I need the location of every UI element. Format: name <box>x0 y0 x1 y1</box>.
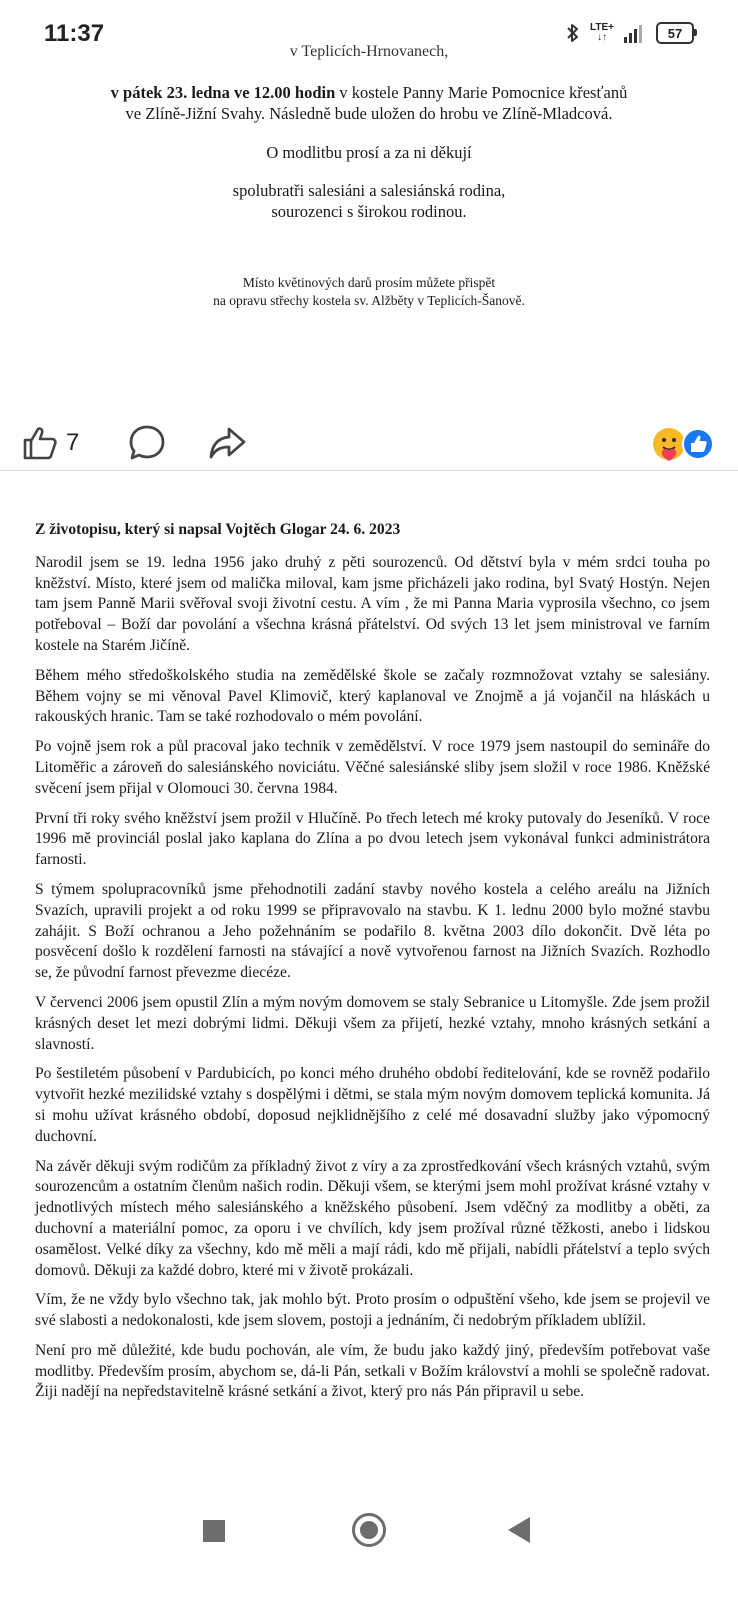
post-divider <box>0 470 738 471</box>
like-reaction-icon <box>682 428 714 460</box>
flowers-line-1: Místo květinových darů prosím můžete přispět <box>242 275 496 290</box>
funeral-line-2: ve Zlíně-Jižní Svahy. Následně bude uložen do hrobu ve Zlíně-Mladcová. <box>125 104 613 123</box>
recent-apps-button[interactable] <box>203 1520 225 1542</box>
back-button[interactable] <box>508 1517 530 1543</box>
cut-off-line: v Teplicích-Hrnovanech, <box>289 43 449 60</box>
biography-paragraph: Po šestiletém působení v Pardubicích, po konci mého druhého období ředitelování, kde se rovněž podařilo vytvořit hezké mezilidské vztahy s dospělými i dětmi, se stala mým novým domovem teplická komunita. Já si mohu užívat krásného období, doposud nejklidnějšího z celé mé dosavadní služby jako výpomocný duchovní. <box>35 1065 710 1145</box>
comment-button[interactable] <box>127 423 167 463</box>
biography-paragraph: První tři roky svého kněžství jsem prožil v Hlučíně. Po třech letech mé kroky putovaly do Jeseníků. V roce 1996 mě provinciál poslal jako kaplana do Zlína a po dvou letech jsem vykonával funkci administrátora farnosti. <box>35 809 710 869</box>
network-indicator <box>590 23 614 43</box>
funeral-info <box>0 82 738 103</box>
network-type: LTE+ <box>590 22 614 33</box>
status-time: 11:37 <box>44 20 105 47</box>
reactions-summary[interactable] <box>652 427 714 461</box>
post-top-document <box>0 43 738 394</box>
home-button[interactable] <box>352 1513 386 1547</box>
biography-paragraph: Po vojně jsem rok a půl pracoval jako technik v zemědělství. V roce 1979 jsem nastoupil do semináře do Litoměřic a zároveň do salesiánského noviciátu. Věčné salesiánské sliby jsem složil v roce 1986. Kněžské svěcení jsem přijal v Olomouci 30. června 1984. <box>35 738 710 797</box>
biography-paragraph: Vím, že ne vždy bylo všechno tak, jak mohlo být. Proto prosím o odpuštění všeho, kde jsem se projevil ve své slabosti a nedokonalosti, kde jsem slovem, postoji a jednáním, či nedobrým příkladem ublížil. <box>35 1291 710 1330</box>
biography-paragraph: Během mého středoškolského studia na zemědělské škole se začaly rozmnožovat vztahy se salesiány. Během vojny se mi věnoval Pavel Klimovič, který kaplanoval ve Znojmě a já vojančil na hláskách u rakouských hranic. Tam se také rozhodovalo o mém povolání. <box>35 666 710 726</box>
battery-icon: 57 <box>656 22 694 44</box>
biography-title: Z životopisu, který si napsal Vojtěch Glogar 24. 6. 2023 <box>35 521 401 538</box>
funeral-place: v kostele Panny Marie Pomocnice křesťanů <box>335 83 628 102</box>
biography-paragraph: Na závěr děkuji svým rodičům za příkladný život z víry a za zprostředkování všech krásných vztahů, svým sourozencům a ostatním členům našich rodin. Děkuji všem, se kterými jsem mohl prožívat krásné vztahy v jednotlivých místech mého salesiánského a kněžského působení. Jsem vděčný za modlitby a oběti, za duchovní a materiální pomoc, za oporu i ve chvílích, kdy jsem prožíval různé těžkosti, anebo i lidskou osamělost. Velké díky za všechny, kdo mě měli a mají rádi, kdo mě přijali, nabídli přátelství a teplo svých domovů. Děkuji za každé dobro, které mi v životě prokázali. <box>35 1157 710 1279</box>
share-icon <box>207 423 247 463</box>
like-button[interactable] <box>22 423 79 463</box>
comment-icon <box>127 423 167 463</box>
post-action-bar <box>0 415 738 475</box>
signal-icon <box>624 23 646 43</box>
biography-paragraph: Není pro mě důležité, kde budu pochován, ale vím, že budu jako každý jiný, především potřebovat vaše modlitby. Především prosím, abychom se, dá-li Pán, setkali v Božím království a mohli se společně radovat. Žiji nadějí na nepředstavitelně krásné setkání a život, který pro nás Pán připravil u sebe. <box>35 1341 710 1401</box>
flowers-line-2: na opravu střechy kostela sv. Alžběty v Teplicích-Šanově. <box>213 293 525 308</box>
biography-paragraph: Narodil jsem se 19. ledna 1956 jako druhý z pěti sourozenců. Od dětství byla v mém srdci touha po kněžství. Místo, které jsem od malička miloval, kam jsme přicházeli jako rodina, byl Svatý Hostýn. Nejen tam jsem Panně Marii svěřoval svoji životní cestu. A vím , že mi Panna Maria vyprosila všechno, co jsem potřeboval – Boží dar povolání a všechna krásná přátelství. Od svých 13 let jsem ministroval ve farním kostele na Starém Jičíně. <box>35 553 710 654</box>
biography-paragraph: S týmem spolupracovníků jsme přehodnotili zadání stavby nového kostela a celého areálu na Jižních Svazích, upravili projekt a od roku 1999 se připravovalo na stavbu. K 1. lednu 2000 bylo možné stavbu zahájit. S Boží ochranou a Jeho požehnáním se podařilo 8. května 2003 dílo dokončit. Dvě léta po posvěcení došlo k rozdělení farnosti na stávající a nově vytvořenou farnost na Jižních Svazích. Rozhodlo se, že původní farnost převezme diecéze. <box>35 880 710 982</box>
post-bottom-document <box>35 520 710 1412</box>
family-line-1: spolubratři salesiáni a salesiánská rodina, <box>232 181 506 200</box>
share-button[interactable] <box>207 423 247 463</box>
network-activity: ↓↑ <box>597 32 607 43</box>
like-count: 7 <box>66 429 80 456</box>
family-line-2: sourozenci s širokou rodinou. <box>271 202 467 221</box>
funeral-date: v pátek 23. ledna ve 12.00 hodin <box>110 83 336 102</box>
thumbs-up-icon <box>22 425 58 461</box>
biography-paragraph: V červenci 2006 jsem opustil Zlín a mým novým domovem se staly Sebranice u Litomyšle. Zde jsem prožil krásných deset let mezi dobrými lidmi. Děkuji všem za přijetí, hezké vztahy, mnoho krásných setkání a slavností. <box>35 993 710 1053</box>
care-reaction-icon <box>652 427 686 461</box>
prayer-line: O modlitbu prosí a za ni děkují <box>266 143 472 162</box>
